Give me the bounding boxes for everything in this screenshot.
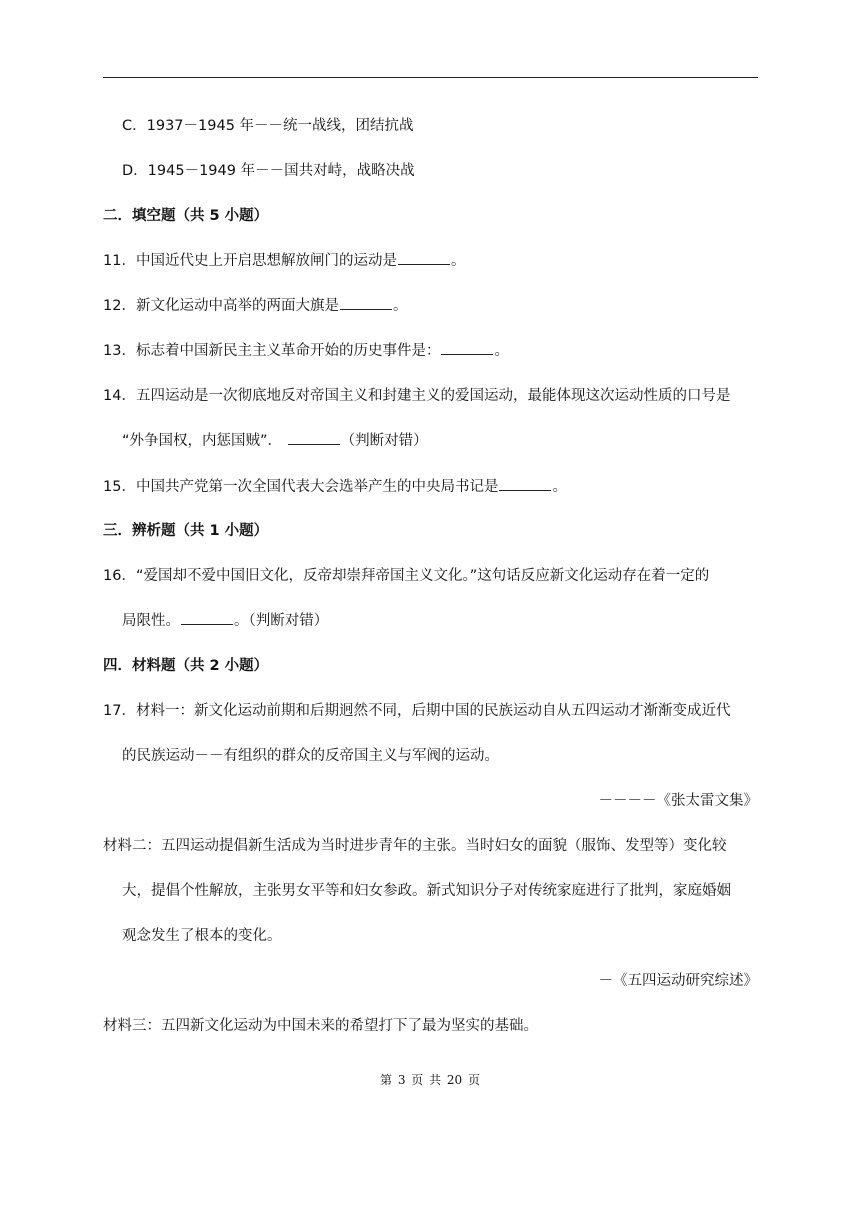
answer-blank [288, 431, 340, 445]
question-11 [103, 251, 758, 271]
material1-source: －－－－《张太雷文集》 [598, 793, 758, 809]
answer-blank [441, 341, 493, 355]
question-12-end: 。 [392, 298, 408, 314]
question-17-material2-line2: 大，提倡个性解放，主张男女平等和妇女参政。新式知识分子对传统家庭进行了批判，家庭婚姻 [122, 883, 731, 899]
question-16-judge: 。（判断对错） [234, 613, 329, 629]
question-17-material1-line2: 的民族运动－－有组织的群众的反帝国主义与军阀的运动。 [122, 748, 499, 764]
answer-blank [340, 296, 392, 310]
question-12-text: 12．新文化运动中高举的两面大旗是 [103, 298, 339, 314]
question-14-judge: （判断对错） [340, 433, 428, 449]
section-heading-material: 四．材料题（共 2 小题） [103, 658, 269, 674]
question-13 [103, 341, 758, 361]
question-16-text: 局限性。 [122, 613, 180, 629]
question-17-material2-line3: 观念发生了根本的变化。 [122, 928, 282, 944]
question-13-end: 。 [494, 343, 509, 359]
question-12 [103, 296, 758, 316]
question-14-line1: 14．五四运动是一次彻底地反对帝国主义和封建主义的爱国运动，最能体现这次运动性质的口号是 [103, 388, 731, 404]
answer-blank [499, 477, 551, 491]
option-c: C．1937－1945 年－－统一战线，团结抗战 [122, 118, 414, 134]
question-17-material1-line1: 17．材料一：新文化运动前期和后期迥然不同，后期中国的民族运动自从五四运动才渐渐变成近代 [103, 703, 731, 719]
section-heading-analysis: 三．辨析题（共 1 小题） [103, 523, 269, 539]
question-14-slogan: “外争国权，内惩国贼”． [122, 433, 283, 449]
question-16-line2 [122, 611, 758, 631]
question-11-text: 11．中国近代史上开启思想解放闸门的运动是 [103, 253, 397, 269]
answer-blank [398, 251, 450, 265]
section-heading-fill-in: 二．填空题（共 5 小题） [103, 208, 269, 224]
question-17-material2-line1: 材料二：五四运动提倡新生活成为当时进步青年的主张。当时妇女的面貌（服饰、发型等）变化较 [103, 838, 727, 854]
answer-blank [181, 611, 233, 625]
material2-source: －《五四运动研究综述》 [598, 973, 758, 989]
question-16-line1: 16．“爱国却不爱中国旧文化，反帝却崇拜帝国主义文化。”这句话反应新文化运动存在着一定的 [103, 568, 710, 584]
question-17-material3-line1: 材料三：五四新文化运动为中国未来的希望打下了最为坚实的基础。 [103, 1018, 538, 1034]
page-number-footer: 第 3 页 共 20 页 [380, 1073, 480, 1087]
question-15-text: 15．中国共产党第一次全国代表大会选举产生的中央局书记是 [103, 479, 499, 495]
question-15 [103, 477, 758, 497]
question-11-end: 。 [450, 253, 466, 269]
header-rule [103, 77, 758, 78]
option-d: D．1945－1949 年－－国共对峙，战略决战 [122, 163, 415, 179]
question-15-end: 。 [552, 479, 567, 495]
question-14-line2 [122, 431, 758, 451]
question-13-text: 13．标志着中国新民主主义革命开始的历史事件是： [103, 343, 441, 359]
